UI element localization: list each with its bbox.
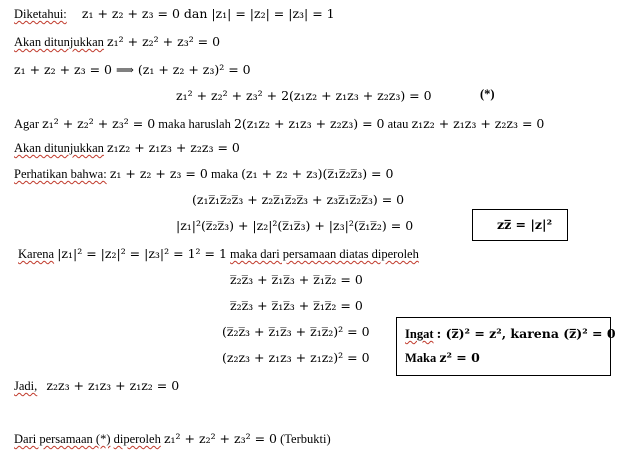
to-show-line-2: [14, 140, 240, 156]
to-show-label-2: Akan ditunjukkan: [14, 141, 104, 155]
since-rest: maka dari persamaan diatas diperoleh: [230, 247, 419, 261]
dari-persamaan: Dari persamaan (*): [14, 432, 111, 446]
karena-word: Karena: [18, 247, 55, 261]
atau-word: atau: [387, 117, 409, 131]
observe-line: [14, 166, 393, 182]
observe-eq-1: z₁ + z₂ + z₃ = 0: [109, 166, 208, 181]
terbukti-word: (Terbukti): [280, 432, 331, 446]
final-line: [14, 431, 331, 447]
reminder-box: [396, 317, 616, 376]
maka-bold: Maka: [405, 351, 437, 365]
conj-equation-1: z̅₂z̅₃ + z̅₁z̅₃ + z̅₁z̅₂ = 0: [230, 272, 363, 287]
given-line: [14, 6, 335, 22]
condition-eq-1: z₁² + z₂² + z₃² = 0: [42, 116, 156, 131]
ingat-word: Ingat: [405, 327, 434, 341]
conj-equation-2: z̅₂z̅₃ + z̅₁z̅₃ + z̅₁z̅₂ = 0: [230, 298, 363, 313]
to-show-equation-2: z₁z₂ + z₁z₃ + z₂z₃ = 0: [107, 140, 240, 155]
equation-tag: (*): [480, 87, 495, 101]
condition-eq-3: z₁z₂ + z₁z₃ + z₂z₃ = 0: [411, 116, 545, 131]
reminder-line-2: [405, 350, 480, 366]
square-equation: (z₂z₃ + z₁z₃ + z₁z₂)² = 0: [222, 350, 370, 365]
modulus-line: [176, 218, 413, 234]
jadi-word: Jadi,: [14, 379, 38, 393]
conj-line-1: [230, 272, 363, 288]
agar-word: Agar: [14, 117, 39, 131]
implication-line: [14, 62, 251, 78]
condition-eq-2: 2(z₁z₂ + z₁z₃ + z₂z₃) = 0: [233, 116, 385, 131]
distributed-equation: (z₁z̅₁z̅₂z̅₃ + z₂z̅₁z̅₂z̅₃ + z₃z̅₁z̅₂z̅₃) = 0: [192, 192, 405, 207]
given-equation: z₁ + z₂ + z₃ = 0 dan |z₁| = |z₂| = |z₃| = 1: [81, 6, 335, 21]
diperoleh-word: diperoleh: [113, 432, 161, 446]
expanded-equation: z₁² + z₂² + z₃² + 2(z₁z₂ + z₁z₃ + z₂z₃) = 0: [176, 88, 432, 103]
reminder-line-1: [405, 326, 616, 342]
distributed-line: [192, 192, 404, 208]
given-label: Diketahui:: [14, 7, 67, 21]
conj-square-line: [222, 324, 370, 340]
expanded-line: [176, 88, 432, 104]
square-line: [222, 350, 370, 366]
observe-label: Perhatikan bahwa:: [14, 167, 107, 181]
maka-haruslah: maka haruslah: [158, 117, 231, 131]
reminder-eq-2: z² = 0: [439, 350, 480, 365]
final-equation: z₁² + z₂² + z₃² = 0: [163, 431, 277, 446]
to-show-line-1: [14, 34, 220, 50]
modulus-equation: |z₁|²(z̅₂z̅₃) + |z₂|²(z̅₁z̅₃) + |z₃|²(z̅₁z̅₂) = 0: [176, 218, 414, 233]
conclusion-line: [14, 378, 179, 394]
conj-square-equation: (z̅₂z̅₃ + z̅₁z̅₃ + z̅₁z̅₂)² = 0: [222, 324, 370, 339]
conclusion-equation: z₂z₃ + z₁z₃ + z₁z₂ = 0: [46, 378, 180, 393]
observe-eq-2: (z₁ + z₂ + z₃)(z̅₁z̅₂z̅₃) = 0: [241, 166, 394, 181]
since-equation: |z₁|² = |z₂|² = |z₃|² = 1² = 1: [57, 246, 227, 261]
condition-line: [14, 116, 544, 132]
identity-box: [472, 209, 568, 241]
to-show-equation-1: z₁² + z₂² + z₃² = 0: [107, 34, 221, 49]
reminder-eq-1: : (z̅)² = z², karena (z̅)² = 0: [436, 326, 616, 341]
implication-equation: z₁ + z₂ + z₃ = 0 ⟹ (z₁ + z₂ + z₃)² = 0: [14, 62, 251, 77]
to-show-label-1: Akan ditunjukkan: [14, 35, 104, 49]
since-line: [18, 246, 419, 262]
maka-word: maka: [210, 167, 239, 181]
identity-text: zz̅ = |z|²: [497, 217, 553, 232]
conj-line-2: [230, 298, 363, 314]
